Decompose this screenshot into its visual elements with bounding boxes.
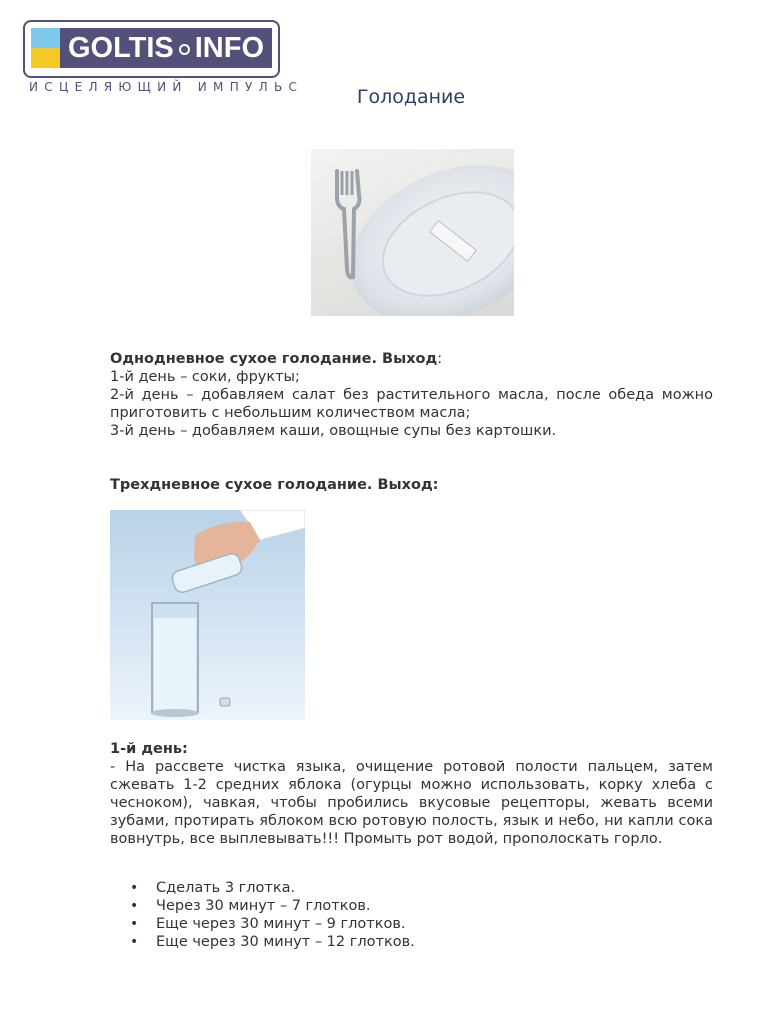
day-one-paragraph: - На рассвете чистка языка, очищение ротовой полости пальцем, затем сжевать 1-2 средних яблока (огурцы можно использовать, корку хлеба с чесноком), чавкая, чтобы пробились вкусовые рецепторы, жевать всеми зубами, протирать яблоком всю ротовую полость, язык и небо, ни капли сока вовнутрь, все выплевывать!!! Промыть рот водой, прополоскать горло. xyxy=(110,759,713,847)
list-item-text: Еще через 30 минут – 9 глотков. xyxy=(156,916,406,932)
logo-text-right: INFO xyxy=(194,31,265,64)
logo-flag-yellow xyxy=(31,48,60,68)
section-one-line: 1-й день – соки, фрукты; xyxy=(110,369,300,385)
site-logo[interactable] xyxy=(23,20,280,78)
plate-fork-photo xyxy=(311,149,514,316)
section-one-line: 2-й день – добавляем салат без растительного масла, после обеда можно приготовить с небольшим количеством масла; xyxy=(110,387,713,421)
page-title: Голодание xyxy=(356,86,466,108)
list-item xyxy=(110,897,713,915)
bullet-icon: • xyxy=(130,880,139,896)
list-item-text: Через 30 минут – 7 глотков. xyxy=(156,898,371,914)
logo-wordmark xyxy=(60,28,272,68)
list-item xyxy=(110,915,713,933)
section-two-heading: Трехдневное сухое голодание. Выход: xyxy=(110,477,439,493)
section-one-line: 3-й день – добавляем каши, овощные супы без картошки. xyxy=(110,423,557,439)
bullet-icon: • xyxy=(130,916,139,932)
list-item-text: Сделать 3 глотка. xyxy=(156,880,296,896)
section-one-heading-line xyxy=(110,350,713,368)
bullet-icon: • xyxy=(130,898,139,914)
water-glass-photo xyxy=(110,510,305,720)
logo-flag-blue xyxy=(31,28,60,48)
logo-text-left: GOLTIS xyxy=(67,31,174,64)
section-one-day-exit xyxy=(110,350,713,440)
list-item xyxy=(110,879,713,897)
list-item xyxy=(110,933,713,951)
logo-separator-icon xyxy=(179,44,190,55)
section-one-heading-colon: : xyxy=(437,351,443,367)
water-glass-illustration xyxy=(110,510,305,720)
bullet-icon: • xyxy=(130,934,139,950)
section-one-heading: Однодневное сухое голодание. Выход xyxy=(110,351,438,367)
plate-fork-illustration xyxy=(311,149,514,316)
list-item-text: Еще через 30 минут – 12 глотков. xyxy=(156,934,415,950)
day-one-steps-list xyxy=(110,879,713,951)
day-one-section xyxy=(110,740,713,848)
logo-tagline: ИСЦЕЛЯЮЩИЙ ИМПУЛЬС xyxy=(29,80,304,94)
day-one-heading: 1-й день: xyxy=(110,741,188,757)
